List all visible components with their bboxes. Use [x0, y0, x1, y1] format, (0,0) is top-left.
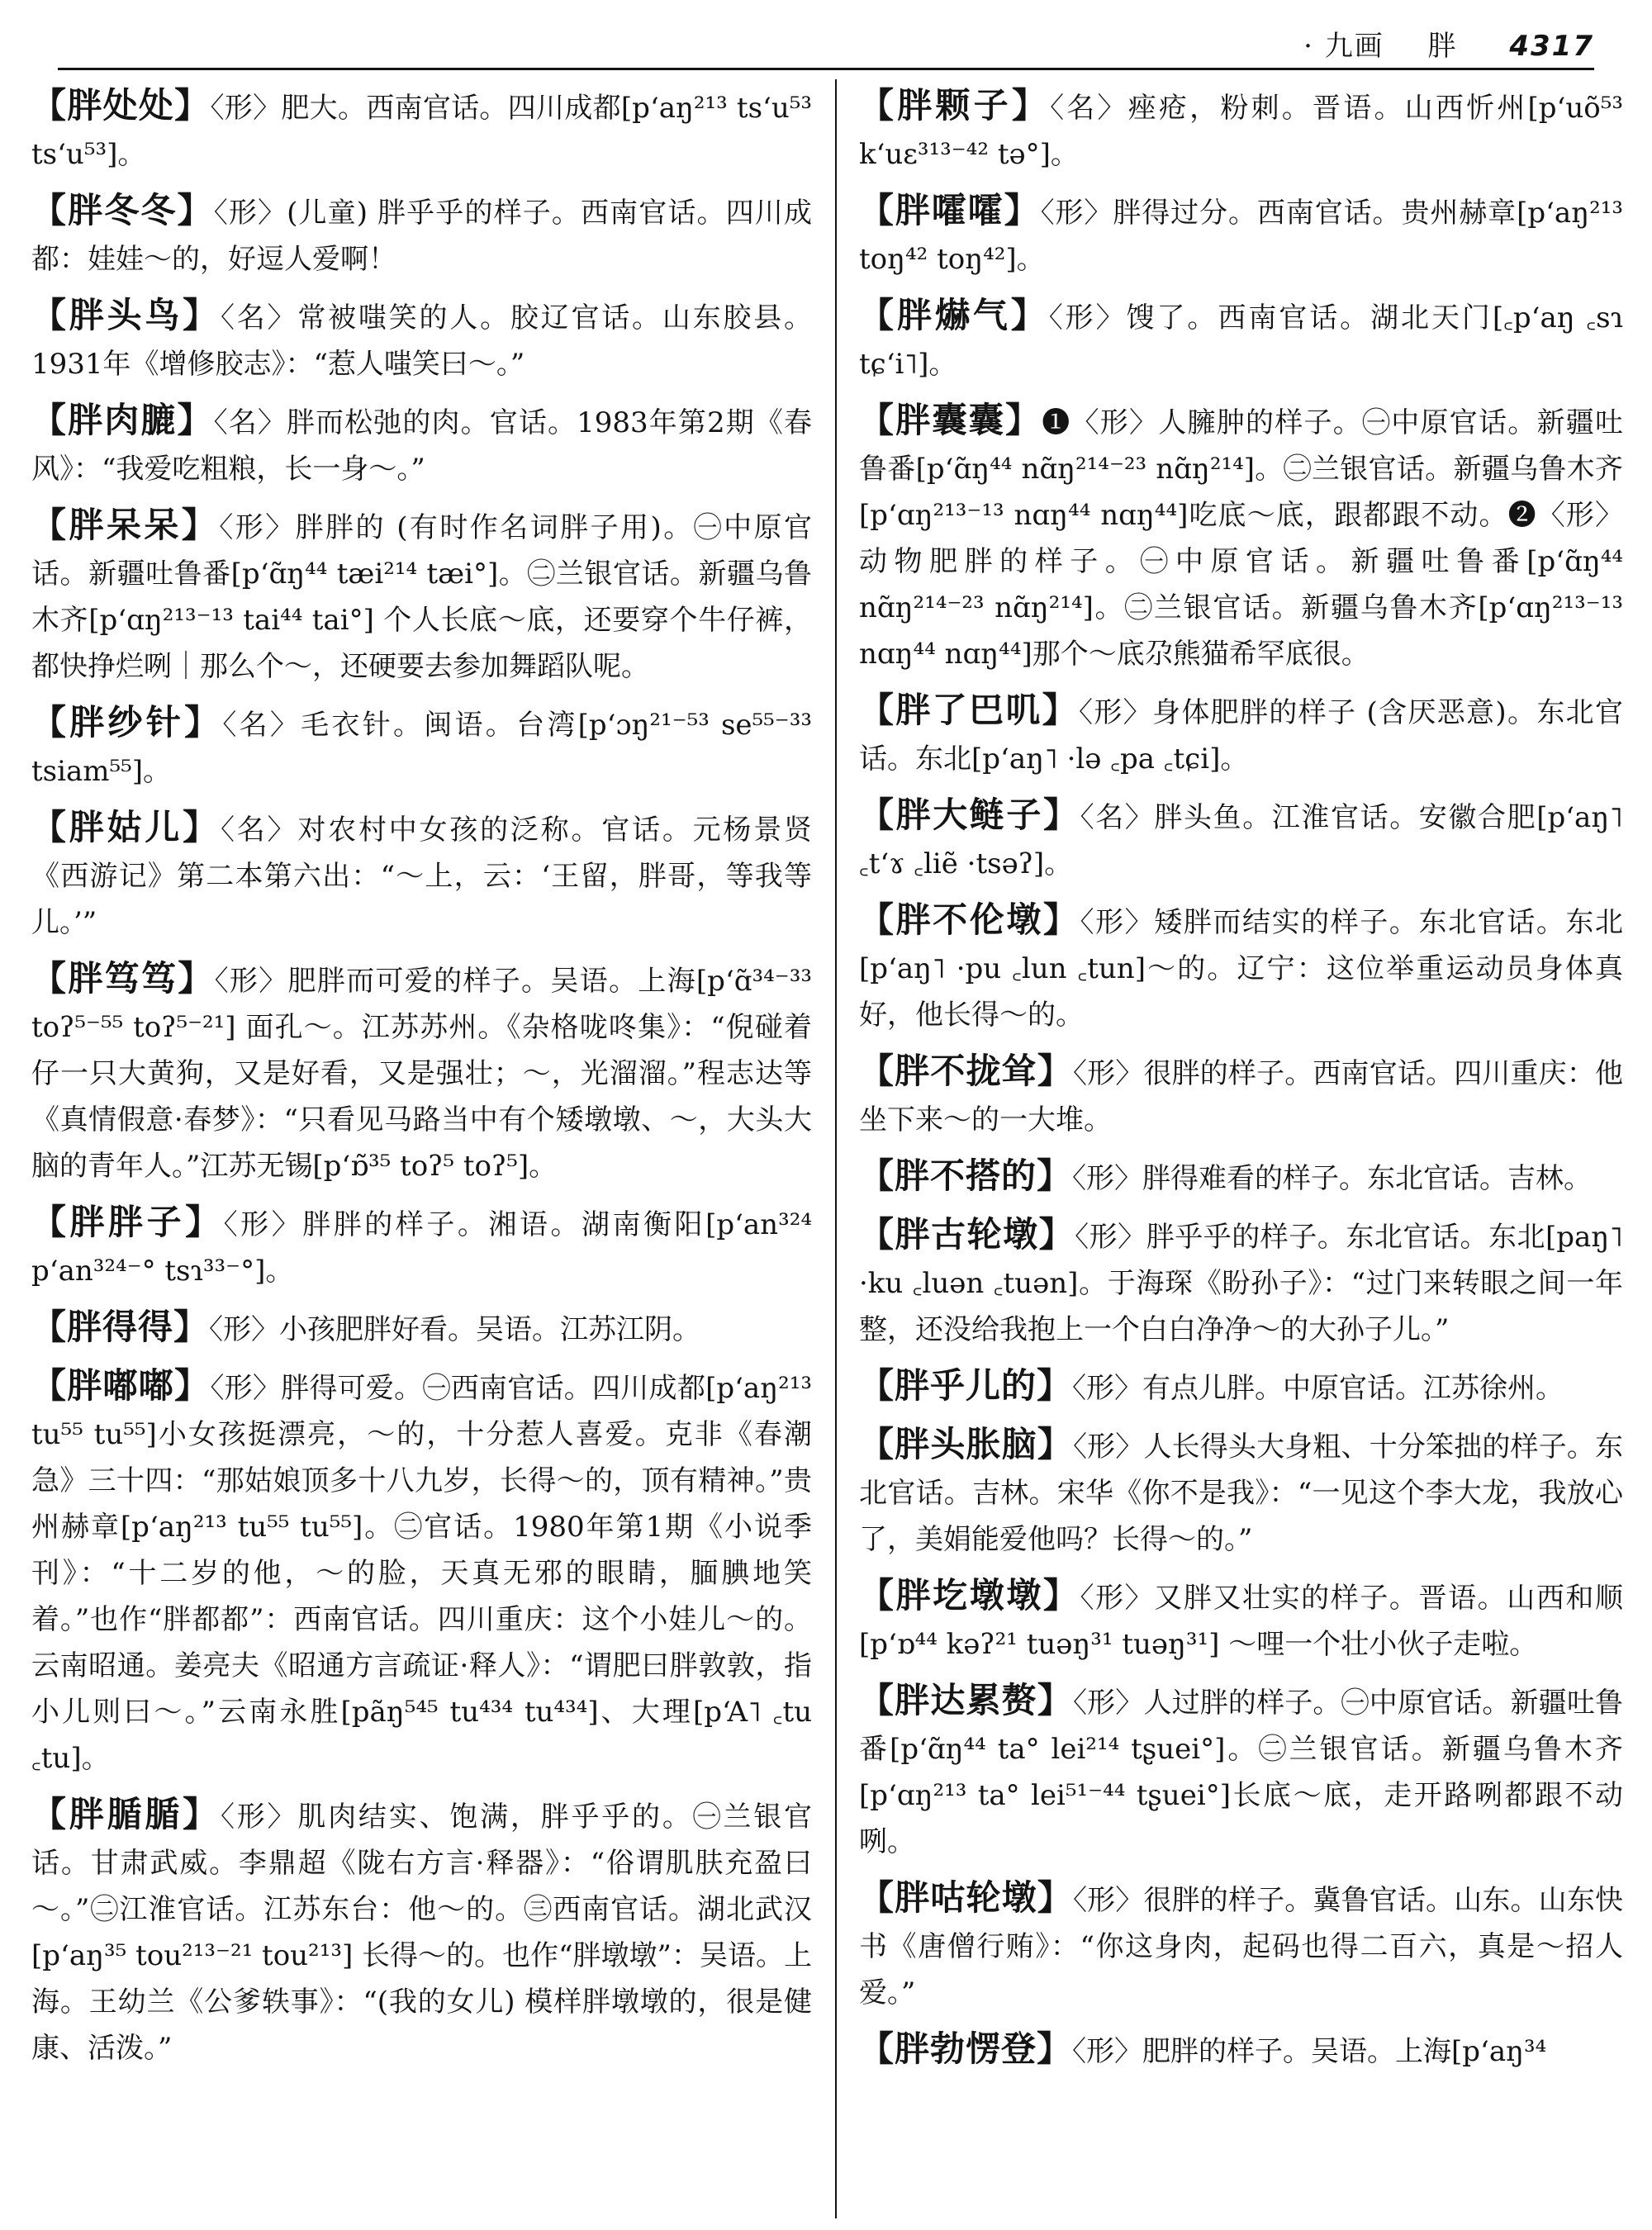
entry-headword: 【胖胖子】 — [31, 1202, 224, 1242]
entry-headword: 【胖了巴叽】 — [859, 690, 1079, 730]
dictionary-entry — [859, 1153, 1623, 1202]
entry-definition: 〈形〉(儿童) 胖乎乎的样子。西南官话。四川成都：娃娃～的，好逗人爱啊！ — [31, 197, 812, 276]
entry-definition: 〈名〉对农村中女孩的泛称。官话。元杨景贤《西游记》第二本第六出：“～上，云：‘王留，胖哥，等我等儿。’” — [31, 814, 812, 939]
head-character: 胖 — [1427, 30, 1458, 63]
dictionary-entry — [31, 1304, 812, 1353]
entry-headword: 【胖呆呆】 — [31, 505, 220, 545]
dictionary-entry — [31, 1363, 812, 1782]
entry-headword: 【胖勃愣登】 — [859, 2028, 1073, 2069]
entry-definition: 〈形〉有点儿胖。中原官话。江苏徐州。 — [1072, 1372, 1564, 1405]
entry-definition: 〈形〉胖乎乎的样子。东北官话。东北[paŋ˥ ·ku ꜀luən ꜀tuən]。于海琛《盼孙子》：“过门来转眼之间一年整，还没给我抱上一个白白净净～的大孙子儿。” — [859, 1221, 1623, 1346]
entry-definition: 〈形〉肥胖的样子。吴语。上海[pʻaŋ³⁴ — [1072, 2035, 1547, 2068]
entry-definition: 〈形〉肥胖而可爱的样子。吴语。上海[pʻɑ̃³⁴⁻³³ toʔ⁵⁻⁵⁵ toʔ⁵⁻²¹] 面孔～。江苏苏州。《杂格咙咚集》：“倪碰着仔一只大黄狗，又是好看，又是强壮；～，光溜溜。”程志达等《真情假意·春梦》：“只看见马路当中有个矮墩墩、～，大头大脑的青年人。”江苏无锡[pʻɒ̃³⁵ toʔ⁵ toʔ⁵]。 — [31, 965, 812, 1183]
dictionary-entry — [31, 397, 812, 492]
entry-headword: 【胖头胀脑】 — [859, 1424, 1073, 1464]
dictionary-entry — [859, 397, 1623, 677]
dictionary-entry — [859, 1363, 1623, 1412]
entry-headword: 【胖达累赘】 — [859, 1680, 1073, 1720]
entry-definition: 〈形〉胖胖的 (有时作名词胖子用)。㊀中原官话。新疆吐鲁番[pʻɑ̃ŋ⁴⁴ tæi²¹⁴ tæi°]。㊁兰银官话。新疆乌鲁木齐[pʻɑŋ²¹³⁻¹³ tai⁴⁴ tai°] 个人长底～底，还要穿个牛仔裤，都快挣烂咧｜那么个～，还硬要去参加舞蹈队呢。 — [31, 511, 812, 683]
entry-definition: 〈形〉人长得头大身粗、十分笨拙的样子。东北官话。吉林。宋华《你不是我》：“一见这个李大龙，我放心了，美娟能爱他吗？长得～的。” — [859, 1431, 1623, 1556]
dictionary-entry — [31, 292, 812, 387]
entry-definition: 〈形〉馊了。西南官话。湖北天门[꜀pʻaŋ ꜀sɿ tɕʻi˥]。 — [859, 301, 1623, 381]
dictionary-entry — [859, 1421, 1623, 1563]
entry-definition: 〈形〉又胖又壮实的样子。晋语。山西和顺[pʻɒ⁴⁴ kəʔ²¹ tuəŋ³¹ tuəŋ³¹] ～哩一个壮小伙子走啦。 — [859, 1582, 1623, 1661]
column-divider — [835, 79, 837, 2218]
dictionary-entry — [859, 1212, 1623, 1353]
entry-definition: 〈名〉胖而松弛的肉。官话。1983年第2期《春风》：“我爱吃粗粮，长一身～。” — [31, 406, 812, 486]
entry-definition: 〈形〉很胖的样子。冀鲁官话。山东。山东快书《唐僧行贿》：“你这身肉，起码也得二百六，真是～招人爱。” — [859, 1884, 1623, 2009]
dictionary-entry — [859, 187, 1623, 282]
entry-headword: 【胖不搭的】 — [859, 1155, 1073, 1196]
dictionary-entry — [31, 187, 812, 282]
entry-definition: ❶〈形〉人臃肿的样子。㊀中原官话。新疆吐鲁番[pʻɑ̃ŋ⁴⁴ nɑ̃ŋ²¹⁴⁻²³ nɑ̃ŋ²¹⁴]。㊁兰银官话。新疆乌鲁木齐[pʻɑŋ²¹³⁻¹³ nɑŋ⁴⁴ nɑŋ⁴⁴]吃底～底，跟都跟不动。❷〈形〉动物肥胖的样子。㊀中原官话。新疆吐鲁番[pʻɑ̃ŋ⁴⁴ nɑ̃ŋ²¹⁴⁻²³ nɑ̃ŋ²¹⁴]。㊁兰银官话。新疆乌鲁木齐[pʻɑŋ²¹³⁻¹³ nɑŋ⁴⁴ nɑŋ⁴⁴]那个～底尕熊猫希罕底很。 — [859, 406, 1623, 671]
entry-definition: 〈形〉胖胖的样子。湘语。湖南衡阳[pʻan³²⁴ pʻan³²⁴⁻° tsɿ³³⁻°]。 — [31, 1208, 812, 1288]
entry-headword: 【胖颗子】 — [859, 85, 1051, 126]
dictionary-entry — [31, 956, 812, 1189]
entry-headword: 【胖囊囊】 — [859, 400, 1042, 440]
entry-definition: 〈形〉胖得难看的样子。东北官话。吉林。 — [1072, 1162, 1593, 1195]
page-number: 4317 — [1509, 30, 1594, 63]
entry-headword: 【胖不拢耸】 — [859, 1051, 1073, 1091]
dictionary-entry — [31, 804, 812, 946]
dictionary-entry — [31, 502, 812, 690]
dictionary-entry — [859, 1875, 1623, 2016]
running-head — [1303, 23, 1594, 64]
left-column — [31, 83, 812, 2222]
entry-headword: 【胖头鸟】 — [31, 295, 221, 335]
section-label: · 九画 — [1303, 30, 1384, 63]
entry-headword: 【胖爀气】 — [859, 295, 1049, 335]
entry-headword: 【胖笃笃】 — [31, 958, 215, 999]
entry-headword: 【胖古轮墩】 — [859, 1214, 1075, 1255]
dictionary-entry — [859, 687, 1623, 782]
dictionary-entry — [859, 897, 1623, 1038]
dictionary-entry — [859, 1048, 1623, 1143]
entry-definition: 〈形〉小孩肥胖好看。吴语。江苏江阴。 — [209, 1313, 701, 1346]
entry-headword: 【胖咕轮墩】 — [859, 1877, 1073, 1918]
entry-headword: 【胖姑儿】 — [31, 807, 221, 847]
entry-headword: 【胖处处】 — [31, 85, 211, 126]
entry-definition: 〈形〉肌肉结实、饱满，胖乎乎的。㊀兰银官话。甘肃武威。李鼎超《陇右方言·释器》：“俗谓肌肤充盈曰～。”㊁江淮官话。江苏东台：他～的。㊂西南官话。湖北武汉[pʻaŋ³⁵ tou²¹³⁻²¹ tou²¹³] 长得～的。也作“胖墩墩”：吴语。上海。王幼兰《公爹轶事》：“(我的女儿) 模样胖墩墩的，很是健康、活泼。” — [31, 1801, 812, 2065]
entry-headword: 【胖肉膔】 — [31, 400, 214, 440]
dictionary-entry — [31, 83, 812, 178]
entry-headword: 【胖得得】 — [31, 1307, 210, 1347]
entry-definition: 〈名〉常被嗤笑的人。胶辽官话。山东胶县。1931年《增修胶志》：“惹人嗤笑曰～。” — [31, 301, 812, 381]
dictionary-entry — [859, 1573, 1623, 1668]
entry-definition: 〈名〉胖头鱼。江淮官话。安徽合肥[pʻaŋ˥ ꜀tʻɤ ꜀liẽ ·tsəʔ]。 — [859, 801, 1623, 880]
right-column — [859, 83, 1623, 2222]
entry-headword: 【胖纱针】 — [31, 702, 223, 743]
entry-headword: 【胖腯腯】 — [31, 1794, 221, 1834]
entry-headword: 【胖嘟嘟】 — [31, 1365, 211, 1406]
entry-headword: 【胖圪墩墩】 — [859, 1575, 1080, 1616]
dictionary-entry — [859, 292, 1623, 387]
entry-definition: 〈名〉毛衣针。闽语。台湾[pʻɔŋ²¹⁻⁵³ se⁵⁵⁻³³ tsiam⁵⁵]。 — [31, 709, 812, 788]
entry-headword: 【胖大鲢子】 — [859, 795, 1080, 835]
entry-headword: 【胖乎儿的】 — [859, 1365, 1073, 1406]
dictionary-entry — [859, 1677, 1623, 1865]
entry-headword: 【胖不伦墩】 — [859, 899, 1080, 940]
entry-definition: 〈形〉矮胖而结实的样子。东北官话。东北[pʻaŋ˥ ·pu ꜀lun ꜀tun]～的。辽宁：这位举重运动员身体真好，他长得～的。 — [859, 906, 1623, 1032]
entry-definition: 〈名〉痤疮，粉刺。晋语。山西忻州[pʻuõ⁵³ kʻuɛ³¹³⁻⁴² tə°]。 — [859, 92, 1623, 171]
entry-definition: 〈形〉胖得过分。西南官话。贵州赫章[pʻaŋ²¹³ toŋ⁴² toŋ⁴²]。 — [859, 197, 1623, 276]
entry-definition: 〈形〉很胖的样子。西南官话。四川重庆：他坐下来～的一大堆。 — [859, 1057, 1623, 1136]
entry-definition: 〈形〉身体肥胖的样子 (含厌恶意)。东北官话。东北[pʻaŋ˥ ·lə ꜀pa ꜀tɕi]。 — [859, 696, 1623, 776]
entry-definition: 〈形〉肥大。西南官话。四川成都[pʻaŋ²¹³ tsʻu⁵³ tsʻu⁵³]。 — [31, 92, 812, 171]
entry-headword: 【胖冬冬】 — [31, 190, 214, 230]
dictionary-entry — [859, 792, 1623, 887]
dictionary-entry — [859, 83, 1623, 178]
dictionary-entry — [31, 1199, 812, 1294]
dictionary-entry — [31, 700, 812, 795]
entry-definition: 〈形〉胖得可爱。㊀西南官话。四川成都[pʻaŋ²¹³ tu⁵⁵ tu⁵⁵]小女孩挺漂亮，～的，十分惹人喜爱。克非《春潮急》三十四：“那姑娘顶多十八九岁，长得～的，顶有精神。”贵州赫章[pʻaŋ²¹³ tu⁵⁵ tu⁵⁵]。㊁官话。1980年第1期《小说季刊》：“十二岁的他，～的脸，天真无邪的眼睛，腼腆地笑着。”也作“胖都都”：西南官话。四川重庆：这个小娃儿～的。云南昭通。姜亮夫《昭通方言疏证·释人》：“谓肥曰胖敦敦，指小儿则曰～。”云南永胜[pãŋ⁵⁴⁵ tu⁴³⁴ tu⁴³⁴]、大理[pʻA˥ ꜀tu ꜀tu]。 — [31, 1372, 812, 1775]
dictionary-entry — [31, 1791, 812, 2071]
entry-definition: 〈形〉人过胖的样子。㊀中原官话。新疆吐鲁番[pʻɑ̃ŋ⁴⁴ ta° lei²¹⁴ tʂuei°]。㊁兰银官话。新疆乌鲁木齐[pʻɑŋ²¹³ ta° lei⁵¹⁻⁴⁴ tʂuei°]长底～底，走开路咧都跟不动咧。 — [859, 1687, 1623, 1858]
dictionary-entry — [859, 2026, 1623, 2075]
entry-headword: 【胖嚯嚯】 — [859, 190, 1041, 230]
page-header — [58, 18, 1594, 70]
